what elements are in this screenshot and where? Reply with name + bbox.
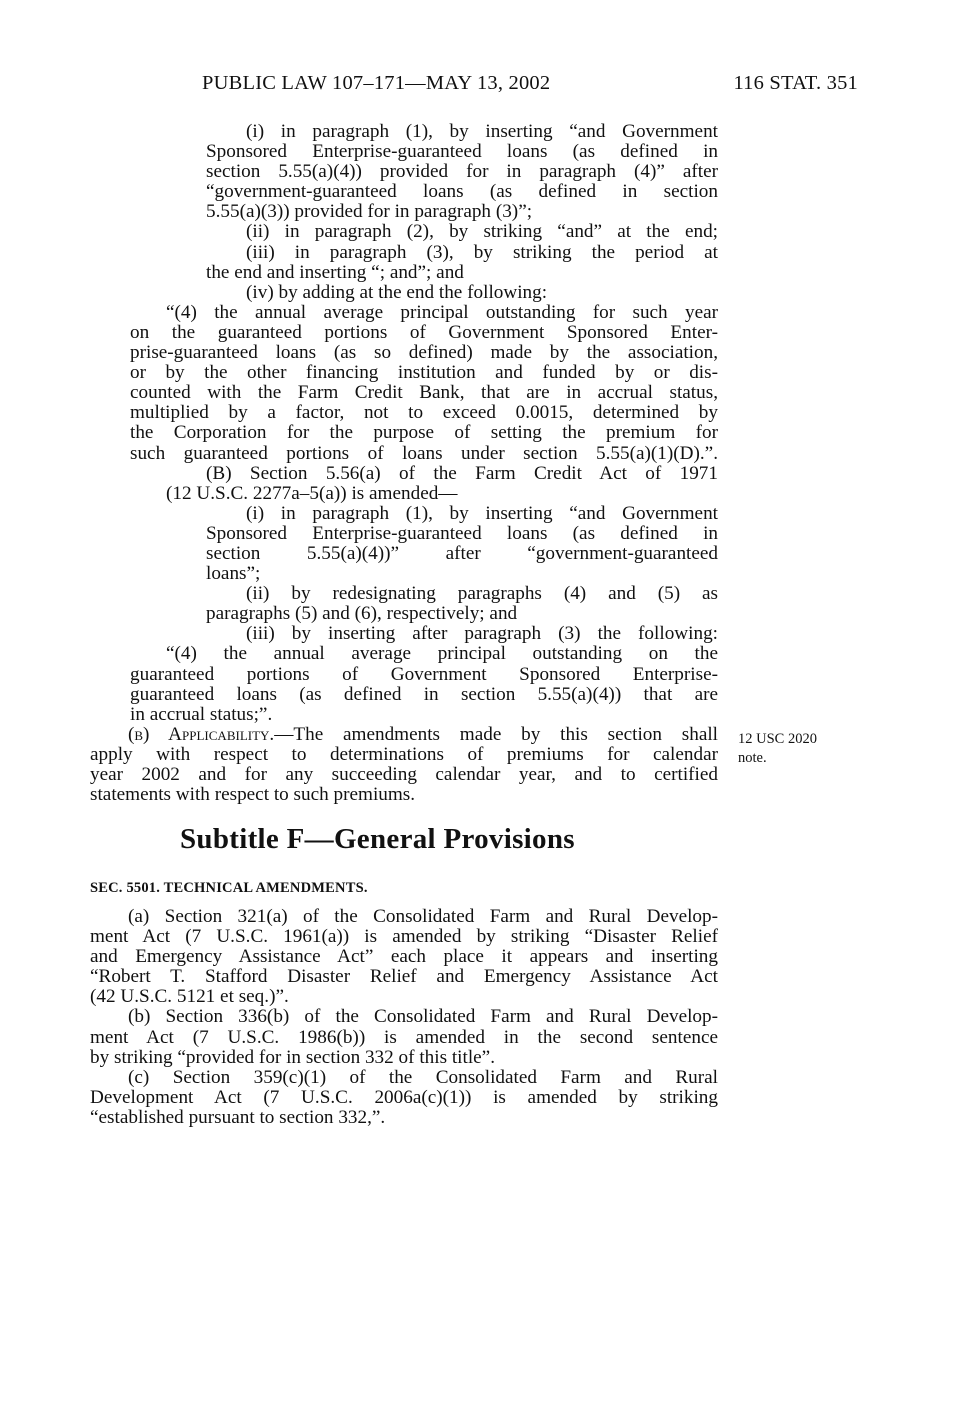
text-line: (iii) by inserting after paragraph (3) the following: (246, 623, 718, 645)
applicability-line (90, 725, 718, 745)
text-line: section 5.55(a)(4)) provided for in paragraph (4)” after (206, 161, 718, 183)
section-heading: SEC. 5501. TECHNICAL AMENDMENTS. (90, 880, 368, 896)
text-line: Sponsored Enterprise-guaranteed loans (as defined in (206, 522, 718, 544)
text-line: multiplied by a factor, not to exceed 0.0015, determined by (130, 402, 718, 424)
margin-note (738, 730, 817, 768)
text-line: or by the other financing institution and funded by or dis- (130, 362, 718, 384)
text-line: 5.55(a)(3)) provided for in paragraph (3)”; (206, 201, 533, 223)
text-line: ment Act (7 U.S.C. 1986(b)) is amended in the second sentence (90, 1026, 718, 1048)
text-line: “established pursuant to section 332,”. (90, 1106, 386, 1128)
text-line: apply with respect to determinations of premiums for calendar (90, 743, 718, 765)
text-line: year 2002 and for any succeeding calendar year, and to certified (90, 764, 718, 785)
text-line: counted with the Farm Credit Bank, that are in accrual status, (130, 382, 718, 404)
text-line: (iv) by adding at the end the following: (246, 281, 548, 303)
text-line: paragraphs (5) and (6), respectively; and (206, 603, 518, 625)
text-line: (iii) in paragraph (3), by striking the period at (246, 241, 718, 263)
running-header (202, 72, 858, 102)
text-line: the end and inserting “; and”; and (206, 261, 464, 283)
text-block-technical-amendments (90, 907, 718, 1128)
text-line: (b) Section 336(b) of the Consolidated Farm and Rural Develop- (128, 1006, 718, 1028)
text-line: “(4) the annual average principal outstanding on the (166, 643, 718, 665)
text-line: “government-guaranteed loans (as defined in section (206, 181, 718, 203)
text-line: (a) Section 321(a) of the Consolidated Farm and Rural Develop- (128, 906, 718, 927)
text-line: guaranteed portions of Government Sponsored Enterprise- (130, 663, 718, 685)
applicability-text: —The amendments made by this section shall (274, 723, 719, 745)
text-line: Development Act (7 U.S.C. 2006a(c)(1)) is amended by striking (90, 1086, 718, 1108)
text-line: guaranteed loans (as defined in section 5.55(a)(4)) that are (130, 683, 718, 705)
subtitle-heading: Subtitle F—General Provisions (180, 823, 575, 855)
text-line: “(4) the annual average principal outstanding for such year (166, 301, 718, 323)
header-public-law: PUBLIC LAW 107–171—MAY 13, 2002 (202, 72, 551, 94)
text-block-amendments (90, 122, 718, 805)
margin-note-citation: 12 USC 2020 (738, 731, 817, 747)
text-line: loans”; (206, 563, 261, 585)
applicability-label: (b) Applicability. (128, 723, 275, 745)
text-line: prise-guaranteed loans (as so defined) made by the association, (130, 342, 718, 364)
text-line: “Robert T. Stafford Disaster Relief and Emergency Assistance Act (90, 966, 718, 988)
text-line: section 5.55(a)(4))” after “government-guaranteed (206, 542, 718, 564)
margin-note-label: note. (738, 750, 767, 766)
text-line: in accrual status;”. (130, 703, 273, 725)
text-line: ment Act (7 U.S.C. 1961(a)) is amended by striking “Disaster Relief (90, 926, 718, 948)
text-line: (i) in paragraph (1), by inserting “and Government (246, 502, 718, 524)
header-stat-page: 116 STAT. 351 (733, 72, 858, 94)
text-line: (42 U.S.C. 5121 et seq.)”. (90, 986, 289, 1008)
text-line: Sponsored Enterprise-guaranteed loans (as defined in (206, 141, 718, 163)
text-line: (12 U.S.C. 2277a–5(a)) is amended— (166, 482, 458, 504)
text-line: (B) Section 5.56(a) of the Farm Credit Act of 1971 (206, 462, 718, 484)
text-line: (ii) by redesignating paragraphs (4) and (5) as (246, 583, 718, 605)
text-line: statements with respect to such premiums. (90, 784, 416, 806)
text-line: such guaranteed portions of loans under section 5.55(a)(1)(D).”. (130, 442, 718, 464)
text-line: the Corporation for the purpose of setting the premium for (130, 422, 718, 444)
text-line: on the guaranteed portions of Government Sponsored Enter- (130, 321, 718, 343)
text-line: (ii) in paragraph (2), by striking “and” at the end; (246, 221, 718, 243)
text-line: (i) in paragraph (1), by inserting “and Government (246, 121, 718, 142)
text-line: and Emergency Assistance Act” each place it appears and inserting (90, 946, 718, 968)
text-line: by striking “provided for in section 332 of this title”. (90, 1046, 495, 1068)
text-line: (c) Section 359(c)(1) of the Consolidated Farm and Rural (128, 1066, 718, 1088)
